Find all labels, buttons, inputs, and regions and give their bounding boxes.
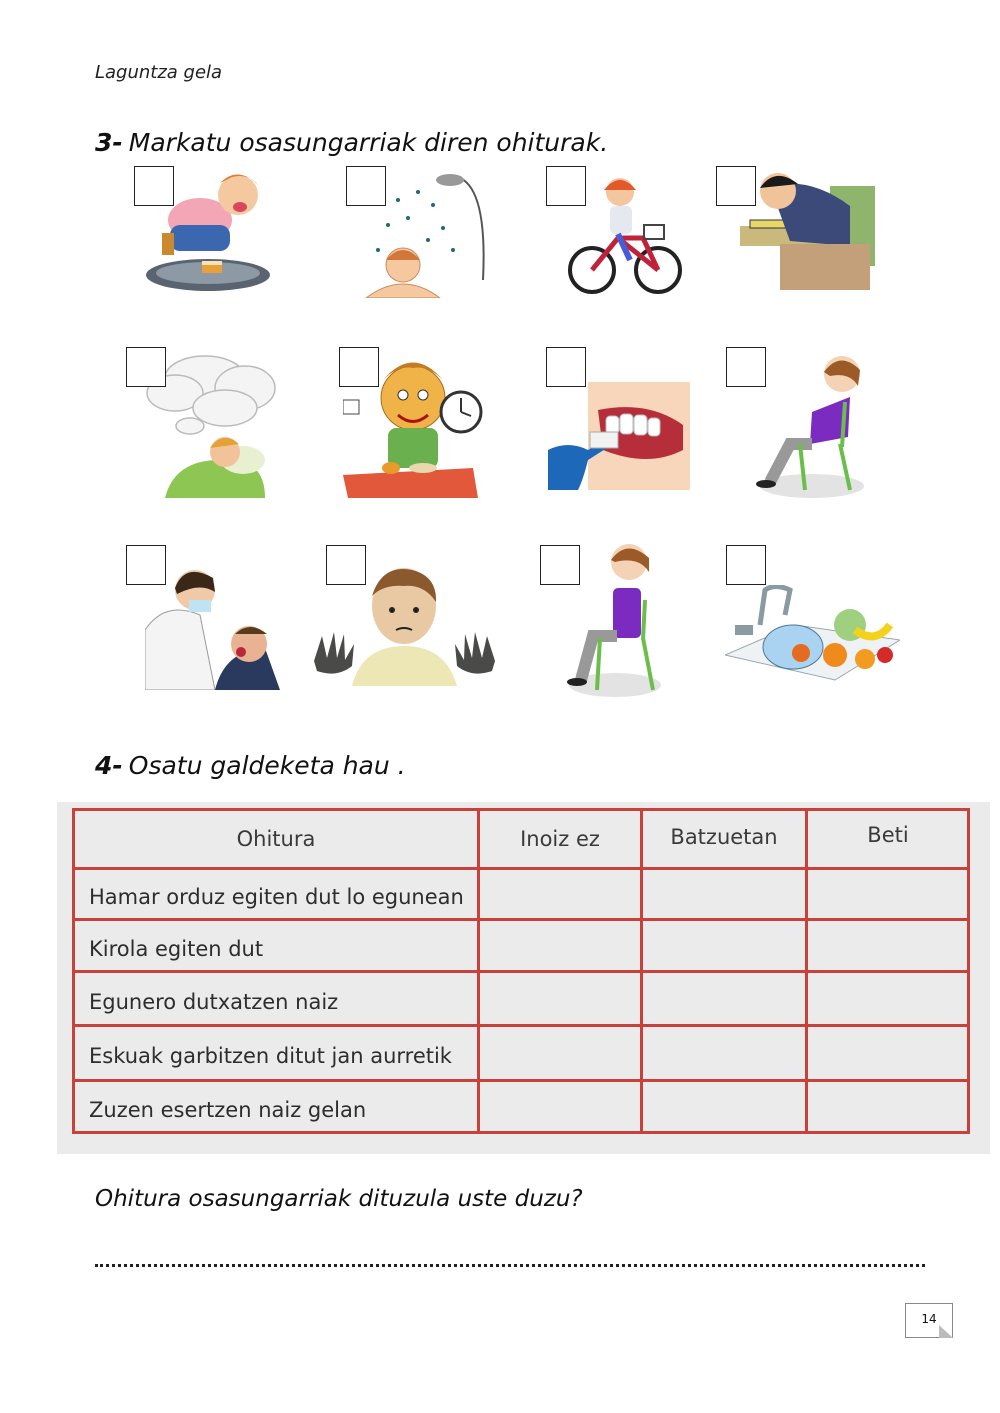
table-header-always: Beti [867,823,909,847]
survey-table [72,808,970,1134]
exercise-3-number: 3- [95,128,123,157]
page-fold-icon [939,1325,953,1338]
table-header-habit: Ohitura [236,827,316,851]
checkbox-12[interactable] [726,545,766,585]
toothbrushing-icon [548,380,690,490]
checkbox-8[interactable] [726,347,766,387]
checkbox-9[interactable] [126,545,166,585]
table-row-habit: Eskuak garbitzen ditut jan aurretik [89,1044,452,1068]
slouched-sitting-icon [750,352,865,500]
checkbox-10[interactable] [326,545,366,585]
sleeping-at-desk-icon [740,166,875,290]
table-row-habit: Egunero dutxatzen naiz [89,990,339,1014]
checkbox-1[interactable] [134,166,174,206]
checkbox-6[interactable] [339,347,379,387]
table-header-sometimes: Batzuetan [670,825,778,849]
table-row-habit: Kirola egiten dut [89,937,264,961]
exercise-3-title [95,128,608,157]
table-row-habit: Zuzen esertzen naiz gelan [89,1098,367,1122]
upright-sitting-icon [565,540,665,698]
exercise-4-title [95,751,406,780]
washing-fruit-icon [725,585,900,685]
exercise-4-number: 4- [95,751,123,780]
table-row-habit: Hamar orduz egiten dut lo egunean [89,885,464,909]
table-header-never: Inoiz ez [520,827,600,851]
checkbox-4[interactable] [716,166,756,206]
header-label: Laguntza gela [95,62,223,83]
checkbox-2[interactable] [346,166,386,206]
checkbox-3[interactable] [546,166,586,206]
exercise-4-text: Osatu galdeketa hau . [128,751,406,780]
answer-line[interactable] [95,1252,925,1267]
closing-question: Ohitura osasungarriak dituzula uste duzu? [95,1186,583,1212]
page-number: 14 [905,1303,953,1338]
checkbox-7[interactable] [546,347,586,387]
checkbox-11[interactable] [540,545,580,585]
checkbox-5[interactable] [126,347,166,387]
exercise-3-text: Markatu osasungarriak diren ohiturak. [128,128,609,157]
